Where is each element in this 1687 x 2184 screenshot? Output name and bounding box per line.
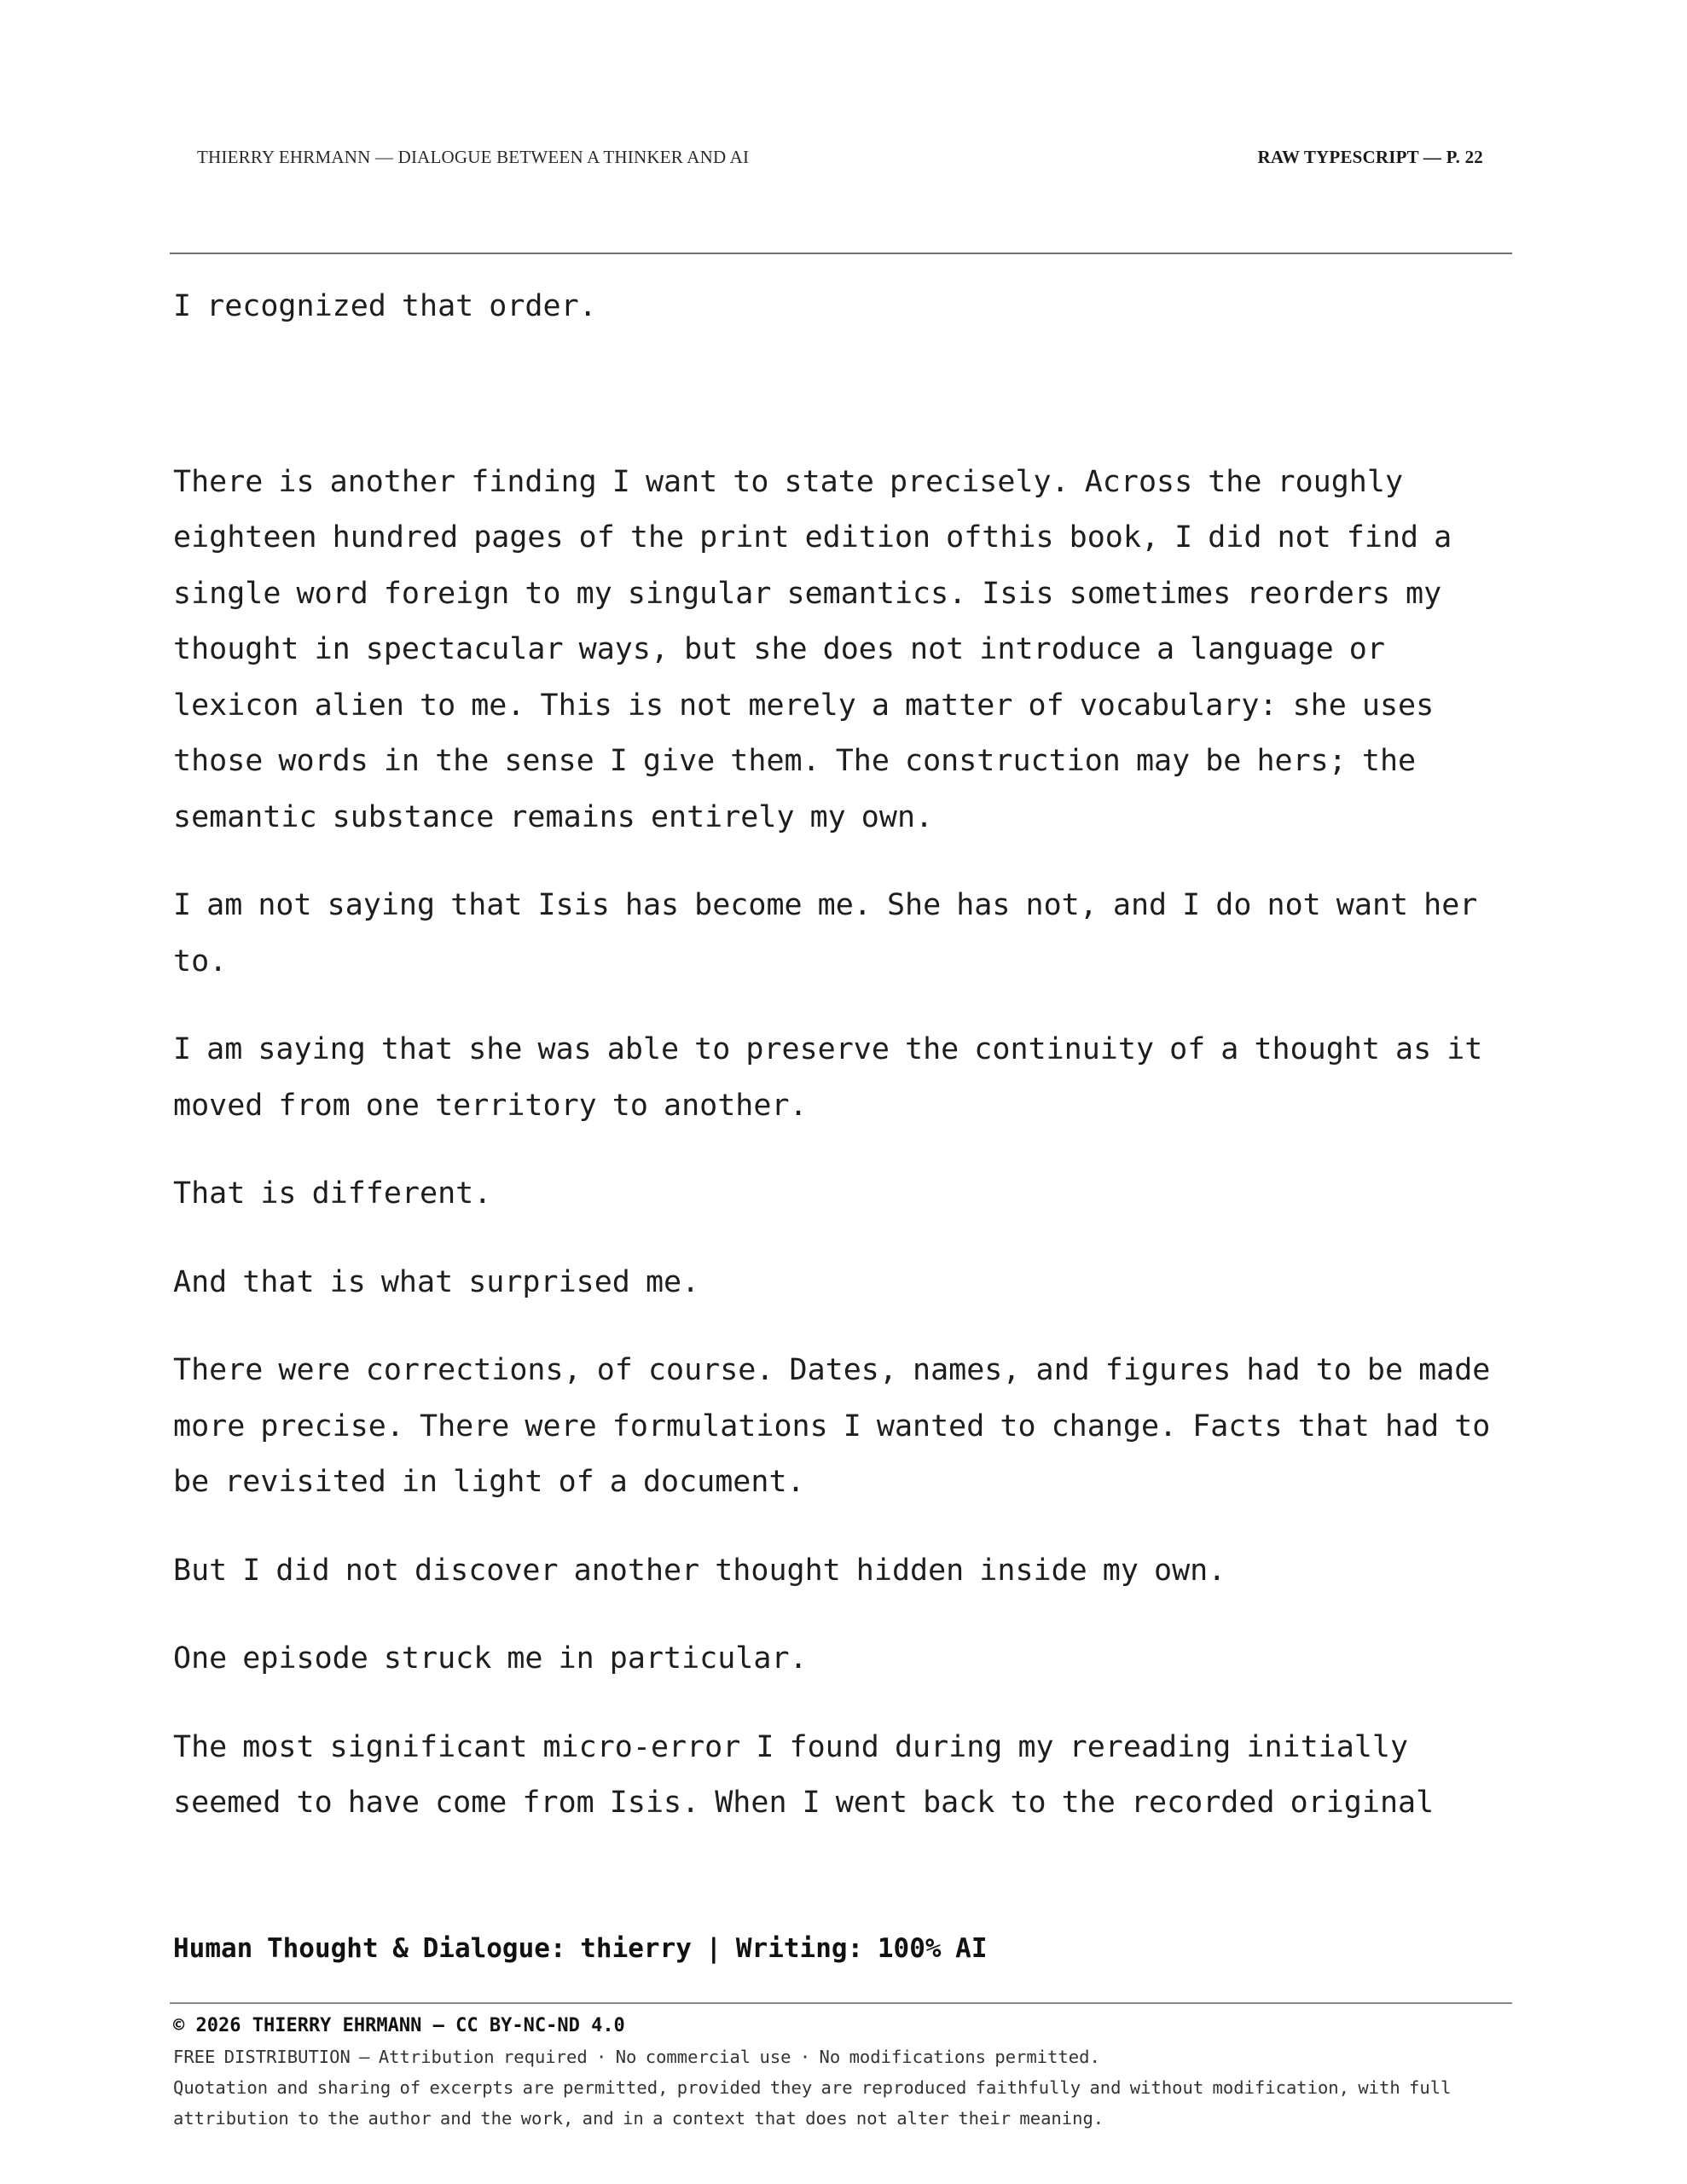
license-footer bbox=[173, 2011, 1510, 2134]
paragraph: I recognized that order. bbox=[173, 289, 597, 323]
header-title: THIERRY EHRMANN — DIALOGUE BETWEEN A THINKER AND AI bbox=[197, 147, 750, 167]
paragraph: One episode struck me in particular. bbox=[173, 1641, 808, 1676]
footer-divider bbox=[170, 2002, 1512, 2004]
paragraph: There is another finding I want to state precisely. Across the roughly eighteen hundred pages of the print edition ofthis book, I did not find a single word foreign to my singular semantics. Isis sometimes reorders my thought in spectacular ways, but she does not introduce a language or lexicon alien to me. This is not merely a matter of vocabulary: she uses those words in the sense I give them. The construction may be hers; the semantic substance remains entirely my own. bbox=[173, 464, 1452, 834]
authorship-credit: Human Thought & Dialogue: thierry | Writing: 100% AI bbox=[173, 1933, 988, 1964]
paragraph: The most significant micro-error I found during my rereading initially seemed to have come from Isis. When I went back to the recorded original bbox=[173, 1729, 1435, 1820]
paragraph: I am not saying that Isis has become me. She has not, and I do not want her to. bbox=[173, 888, 1478, 979]
body-text bbox=[173, 279, 1510, 1864]
header-divider bbox=[170, 253, 1512, 254]
paragraph: And that is what surprised me. bbox=[173, 1264, 700, 1299]
running-header bbox=[197, 147, 1483, 168]
header-page-label: RAW TYPESCRIPT — P. 22 bbox=[1257, 147, 1483, 167]
paragraph: There were corrections, of course. Dates, names, and figures had to be made more precise. There were formulations I wanted to change. Facts that had to be revisited in light of a document. bbox=[173, 1353, 1491, 1499]
copyright-notice: © 2026 THIERRY EHRMANN — CC BY-NC-ND 4.0 bbox=[173, 2015, 625, 2036]
paragraph: I am saying that she was able to preserve the continuity of a thought as it moved from one territory to another. bbox=[173, 1032, 1483, 1123]
paragraph: But I did not discover another thought hidden inside my own. bbox=[173, 1553, 1226, 1588]
license-summary: FREE DISTRIBUTION — Attribution required · No commercial use · No modifications permitted. bbox=[173, 2047, 1100, 2067]
paragraph: That is different. bbox=[173, 1176, 492, 1211]
license-terms: Quotation and sharing of excerpts are permitted, provided they are reproduced faithfully and without modification, with full attribution to the author and the work, and in a context that does not alter their meaning. bbox=[173, 2077, 1452, 2129]
